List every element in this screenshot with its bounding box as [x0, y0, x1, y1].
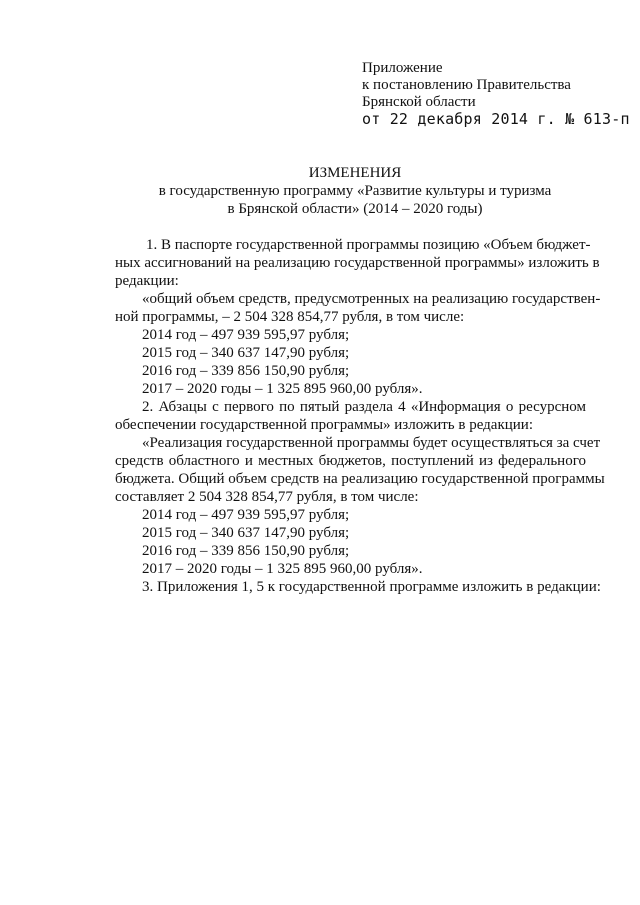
paragraph-1-line-1: 1. В паспорте государственной программы позицию «Объем бюджет- [146, 237, 591, 253]
quote-2-line-4: составляет 2 504 328 854,77 рубля, в том числе: [115, 489, 419, 505]
quote-1-years-2017-2020: 2017 – 2020 годы – 1 325 895 960,00 рубля». [142, 381, 423, 397]
document-body [115, 236, 605, 596]
quote-2-line-1: «Реализация государственной программы будет осуществляться за счет [142, 435, 601, 451]
paragraph-1-line-2: ных ассигнований на реализацию государственной программы» изложить в [115, 255, 600, 271]
document-title [120, 164, 590, 218]
quote-1-year-2014: 2014 год – 497 939 595,97 рубля; [142, 327, 350, 343]
quote-2-year-2014: 2014 год – 497 939 595,97 рубля; [142, 507, 350, 523]
quote-2-line-3: бюджета. Общий объем средств на реализацию государственной программы [115, 471, 605, 487]
quote-1-year-2016: 2016 год – 339 856 150,90 рубля; [142, 363, 350, 379]
quote-1-year-2015: 2015 год – 340 637 147,90 рубля; [142, 345, 350, 361]
quote-1-line-1: «общий объем средств, предусмотренных на реализацию государствен- [142, 291, 601, 307]
quote-2-year-2015: 2015 год – 340 637 147,90 рубля; [142, 525, 350, 541]
quote-2-year-2016: 2016 год – 339 856 150,90 рубля; [142, 543, 350, 559]
appendix-region: Брянской области [362, 94, 476, 110]
quote-1-line-2: ной программы, – 2 504 328 854,77 рубля, в том числе: [115, 309, 465, 325]
title-subtitle-line-2: в Брянской области» (2014 – 2020 годы) [227, 201, 483, 217]
appendix-header [362, 60, 630, 128]
paragraph-3-line-1: 3. Приложения 1, 5 к государственной программе изложить в редакции: [142, 579, 601, 595]
paragraph-1-line-3: редакции: [115, 273, 179, 289]
appendix-resolution: к постановлению Правительства [362, 77, 571, 93]
quote-2-years-2017-2020: 2017 – 2020 годы – 1 325 895 960,00 рубля». [142, 561, 423, 577]
paragraph-2-line-2: обеспечении государственной программы» изложить в редакции: [115, 417, 533, 433]
title-subtitle-line-1: в государственную программу «Развитие культуры и туризма [158, 183, 552, 199]
paragraph-2-line-1: 2. Абзацы с первого по пятый раздела 4 «Информация о ресурсном [142, 399, 586, 415]
appendix-date-number: от 22 декабря 2014 г. № 613-п [362, 110, 630, 128]
quote-2-line-2: средств областного и местных бюджетов, поступлений из федерального [115, 453, 586, 469]
title-heading: ИЗМЕНЕНИЯ [308, 165, 402, 181]
appendix-label: Приложение [362, 60, 443, 76]
